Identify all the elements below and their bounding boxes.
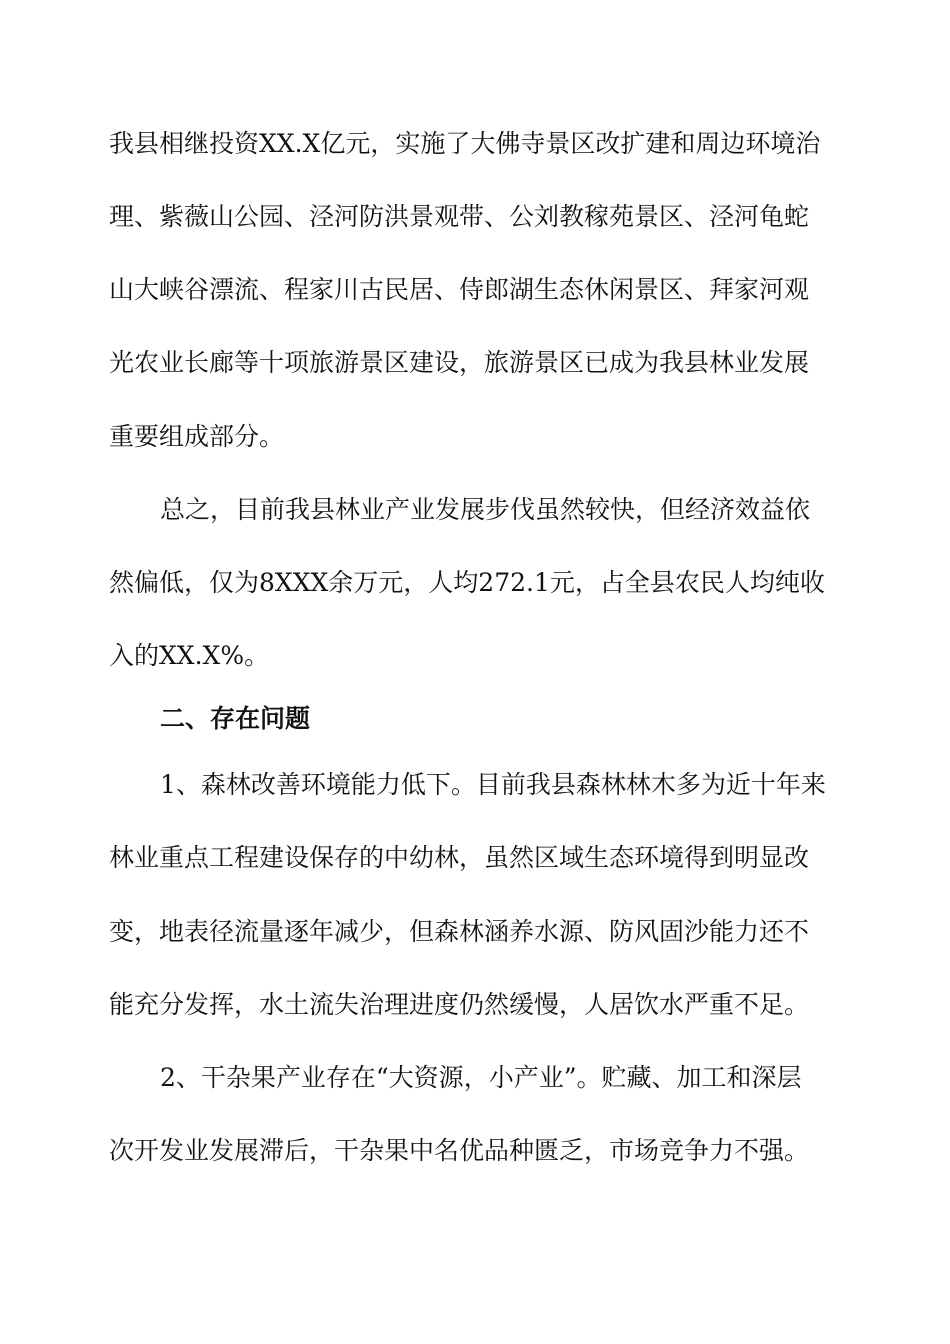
paragraph-line: 然偏低，仅为8XXX余万元，人均272.1元，占全县农民人均纯收 — [109, 568, 825, 597]
paragraph-line: 入的XX.X%。 — [109, 641, 270, 670]
paragraph-line: 我县相继投资XX.X亿元，实施了大佛寺景区改扩建和周边环境治 — [109, 129, 821, 158]
paragraph-line: 光农业长廊等十项旅游景区建设，旅游景区已成为我县林业发展 — [109, 348, 810, 377]
paragraph-line: 重要组成部分。 — [109, 422, 285, 451]
paragraph-line: 变，地表径流量逐年减少，但森林涵养水源、防风固沙能力还不 — [109, 917, 810, 946]
paragraph-line: 山大峡谷漂流、程家川古民居、侍郎湖生态休闲景区、拜家河观 — [109, 275, 810, 304]
paragraph-line: 林业重点工程建设保存的中幼林，虽然区域生态环境得到明显改 — [109, 843, 810, 872]
paragraph-line: 理、紫薇山公园、泾河防洪景观带、公刘教稼苑景区、泾河龟蛇 — [109, 202, 810, 231]
paragraph-line: 次开发业发展滞后，干杂果中名优品种匮乏，市场竞争力不强。 — [109, 1136, 810, 1165]
paragraph-line: 能充分发挥，水土流失治理进度仍然缓慢，人居饮水严重不足。 — [109, 990, 810, 1019]
paragraph-line: 总之，目前我县林业产业发展步伐虽然较快，但经济效益依 — [160, 495, 811, 524]
section-heading: 二、存在问题 — [160, 704, 311, 733]
paragraph-line: 1、森林改善环境能力低下。目前我县森林林木多为近十年来 — [160, 770, 826, 799]
paragraph-line: 2、干杂果产业存在“大资源，小产业”。贮藏、加工和深层 — [160, 1063, 802, 1092]
